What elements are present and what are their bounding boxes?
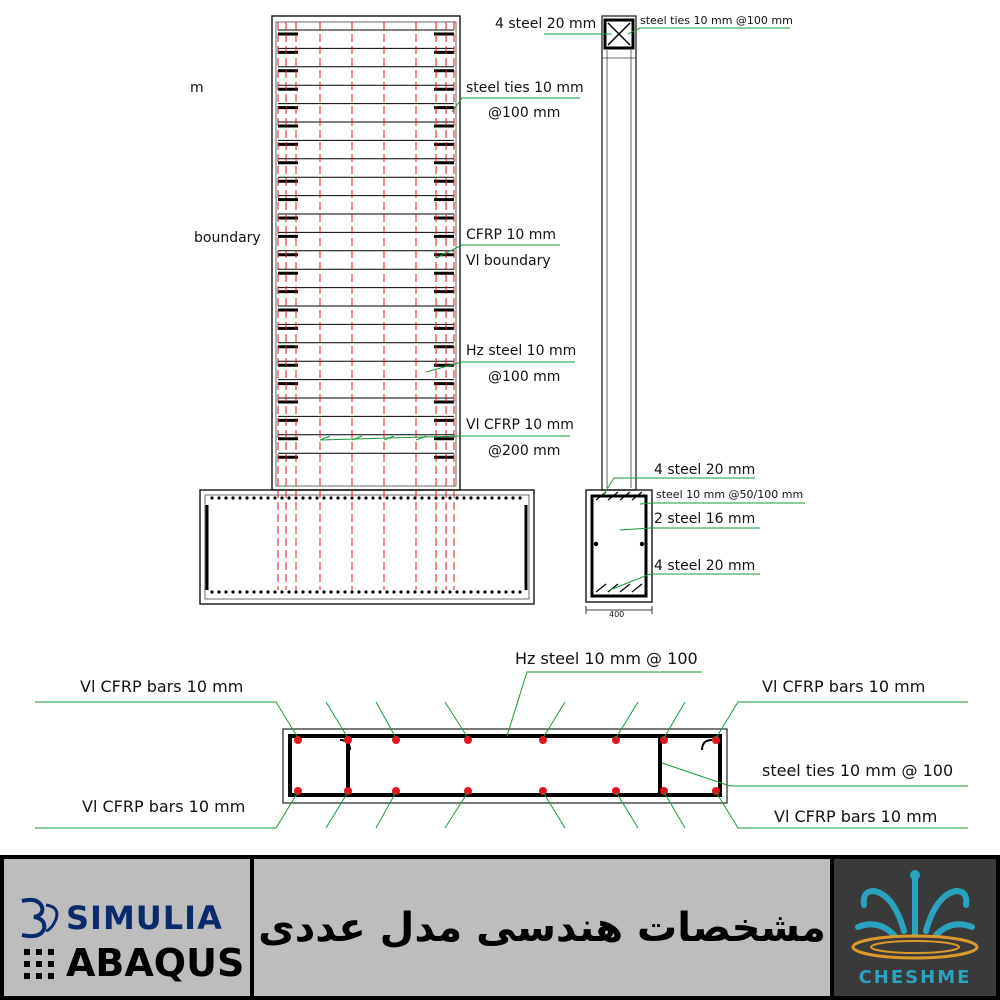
horizontal-steel-bars — [278, 30, 454, 457]
rebar-dot — [420, 590, 423, 593]
rebar-dot — [224, 590, 227, 593]
rebar-dot — [238, 496, 241, 499]
cfrp-dot — [464, 787, 472, 795]
rebar-dot — [308, 496, 311, 499]
rebar-dot — [469, 496, 472, 499]
rebar-dot — [259, 590, 262, 593]
rebar-dot — [315, 496, 318, 499]
callout-hz-line2: @100 mm — [488, 369, 561, 385]
foundation-rebar-dots — [210, 496, 521, 593]
cfrp-dot — [612, 787, 620, 795]
rebar-dot — [308, 590, 311, 593]
rebar-dot — [266, 496, 269, 499]
rebar-dot — [434, 590, 437, 593]
rebar-dot — [504, 590, 507, 593]
rebar-dot — [406, 496, 409, 499]
rebar-dot — [301, 496, 304, 499]
cross-section — [35, 649, 968, 828]
rebar-dot — [210, 590, 213, 593]
rebar-dot — [245, 496, 248, 499]
abaqus-wordmark: ABAQUS — [66, 941, 245, 985]
rebar-dot — [217, 590, 220, 593]
rebar-dot — [490, 496, 493, 499]
rebar-dot — [329, 590, 332, 593]
rebar-dot — [518, 496, 521, 499]
rebar-dot — [294, 590, 297, 593]
rebar-dot — [392, 496, 395, 499]
rebar-dot — [266, 590, 269, 593]
rebar-dot — [504, 496, 507, 499]
rebar-dot — [455, 590, 458, 593]
rebar-dot — [378, 590, 381, 593]
rebar-dot — [441, 590, 444, 593]
rebar-dot — [217, 496, 220, 499]
side-base-label-4: 4 steel 20 mm — [654, 558, 756, 574]
rebar-dot — [336, 590, 339, 593]
rebar-dot — [329, 496, 332, 499]
rebar-dot — [357, 496, 360, 499]
rebar-dot — [322, 496, 325, 499]
rebar-dot — [518, 590, 521, 593]
rebar-dot — [483, 496, 486, 499]
rebar-dot — [364, 496, 367, 499]
rebar-dot — [511, 590, 514, 593]
rebar-dot — [280, 590, 283, 593]
footer-title: مشخصات هندسی مدل عددی — [258, 904, 826, 951]
section-dimension: 400 — [609, 610, 625, 619]
rebar-dot — [273, 590, 276, 593]
rebar-dot — [287, 590, 290, 593]
rebar-dot — [399, 590, 402, 593]
cheshme-wordmark: CHESHME — [858, 967, 972, 988]
cross-top-right-label: Vl CFRP bars 10 mm — [762, 677, 926, 696]
rebar-dot — [231, 496, 234, 499]
rebar-dot — [385, 590, 388, 593]
rebar-dot — [483, 590, 486, 593]
cross-mid-right-label: steel ties 10 mm @ 100 — [762, 761, 954, 780]
side-base-label-3: 2 steel 16 mm — [654, 511, 756, 527]
rebar-dot — [273, 496, 276, 499]
side-base-label-2: steel 10 mm @50/100 mm — [656, 488, 804, 501]
rebar-dot — [497, 496, 500, 499]
rebar-dot — [231, 590, 234, 593]
rebar-dot — [448, 590, 451, 593]
rebar-dot — [301, 590, 304, 593]
rebar-dot — [245, 590, 248, 593]
rebar-dot — [252, 590, 255, 593]
wall-elevation — [190, 16, 584, 604]
rebar-dot — [364, 590, 367, 593]
cfrp-dot — [712, 787, 720, 795]
callout-hz-line1: Hz steel 10 mm — [466, 343, 577, 359]
rebar-dot — [476, 590, 479, 593]
footer-banner — [0, 855, 1000, 1000]
rebar-dot — [252, 496, 255, 499]
brand-panel — [834, 859, 996, 996]
rebar-dot — [224, 496, 227, 499]
rebar-dot — [497, 590, 500, 593]
cross-bottom-right-label: Vl CFRP bars 10 mm — [774, 807, 938, 826]
callout-vl-line1: Vl CFRP 10 mm — [466, 417, 574, 433]
cfrp-dot — [539, 787, 547, 795]
cfrp-bar-dots — [294, 736, 720, 795]
rebar-dot — [462, 496, 465, 499]
rebar-dot — [441, 496, 444, 499]
rebar-dot — [343, 496, 346, 499]
rebar-dot — [315, 590, 318, 593]
cross-top-center-label: Hz steel 10 mm @ 100 — [515, 649, 698, 668]
callout-cfrp-line1: CFRP 10 mm — [466, 227, 556, 243]
rebar-dot — [406, 590, 409, 593]
rebar-dot — [469, 590, 472, 593]
dassault-3ds-icon — [16, 895, 64, 941]
rebar-dot — [399, 496, 402, 499]
rebar-dot — [476, 496, 479, 499]
rebar-dot — [427, 496, 430, 499]
rebar-dot — [385, 496, 388, 499]
rebar-dot — [322, 590, 325, 593]
rebar-dot — [350, 590, 353, 593]
cheshme-fountain-icon — [844, 865, 986, 965]
rebar-dot — [420, 496, 423, 499]
callout-ties-line1: steel ties 10 mm — [466, 80, 584, 96]
rebar-dot — [343, 590, 346, 593]
rebar-dot — [238, 590, 241, 593]
rebar-dot — [448, 496, 451, 499]
rebar-dot — [427, 590, 430, 593]
rebar-dot — [357, 590, 360, 593]
simulia-wordmark: SIMULIA — [66, 899, 223, 937]
cfrp-dot — [660, 787, 668, 795]
rebar-dot — [378, 496, 381, 499]
rebar-dot — [210, 496, 213, 499]
cross-top-left-label: Vl CFRP bars 10 mm — [80, 677, 244, 696]
cfrp-dot — [344, 787, 352, 795]
rebar-dot — [259, 496, 262, 499]
rebar-dot — [336, 496, 339, 499]
rebar-dot — [455, 496, 458, 499]
rebar-dot — [392, 590, 395, 593]
rebar-dot — [511, 496, 514, 499]
rebar-dot — [280, 496, 283, 499]
rebar-dot — [371, 496, 374, 499]
left-label-fragment-2: boundary — [194, 230, 261, 246]
side-base-label-1: 4 steel 20 mm — [654, 462, 756, 478]
software-logo-panel — [4, 859, 250, 996]
callout-ties-line2: @100 mm — [488, 105, 561, 121]
rebar-dot — [462, 590, 465, 593]
side-top-left-label: 4 steel 20 mm — [495, 16, 597, 32]
rebar-dot — [371, 590, 374, 593]
rebar-dot — [490, 590, 493, 593]
cross-bottom-left-label: Vl CFRP bars 10 mm — [82, 797, 246, 816]
abaqus-grid-icon — [22, 947, 58, 983]
cfrp-dot — [294, 787, 302, 795]
cfrp-dot — [392, 787, 400, 795]
left-label-fragment-1: m — [190, 80, 204, 96]
title-panel — [254, 859, 830, 996]
callout-vl-line2: @200 mm — [488, 443, 561, 459]
rebar-dot — [287, 496, 290, 499]
callout-cfrp-line2: Vl boundary — [466, 253, 551, 269]
rebar-dot — [413, 590, 416, 593]
side-top-right-label: steel ties 10 mm @100 mm — [640, 14, 793, 27]
